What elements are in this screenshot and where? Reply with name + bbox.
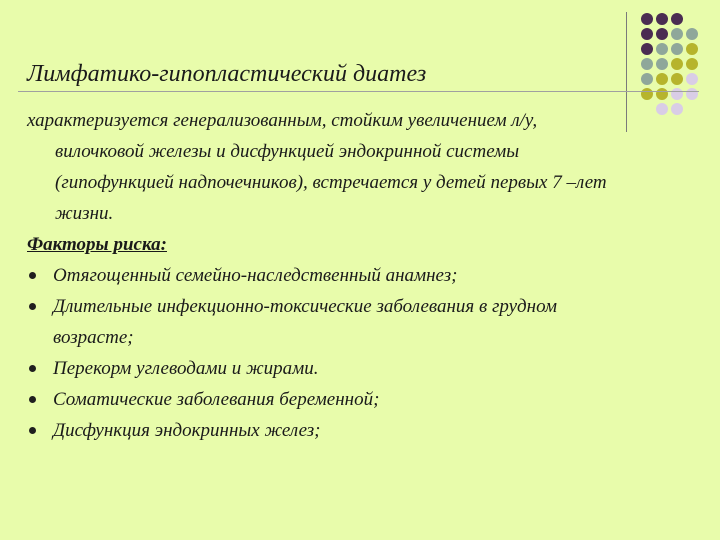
list-item-text: Длительные инфекционно-токсические заболевания в грудном возрасте;	[53, 296, 557, 348]
risk-factors-list	[27, 260, 627, 446]
decor-dot	[641, 58, 653, 70]
slide-title: Лимфатико-гипопластический диатез	[27, 61, 427, 87]
decor-dot	[641, 73, 653, 85]
list-item	[27, 384, 627, 415]
risk-factors-heading: Факторы риска:	[27, 234, 167, 255]
horizontal-divider	[18, 91, 699, 92]
decor-dot	[641, 43, 653, 55]
bullet-icon	[29, 272, 36, 279]
decor-dot	[671, 13, 683, 25]
bullet-icon	[29, 365, 36, 372]
decor-dot	[656, 13, 668, 25]
list-item	[27, 291, 627, 353]
decor-dot	[656, 88, 668, 100]
decor-dot	[656, 43, 668, 55]
bullet-icon	[29, 396, 36, 403]
decor-dot	[671, 73, 683, 85]
decor-dot	[656, 73, 668, 85]
bullet-icon	[29, 303, 36, 310]
list-item	[27, 260, 627, 291]
decor-dot	[656, 28, 668, 40]
decor-dot	[671, 88, 683, 100]
bullet-icon	[29, 427, 36, 434]
decor-dot	[686, 58, 698, 70]
slide-body	[27, 105, 627, 446]
decor-dot	[656, 58, 668, 70]
intro-paragraph: характеризуется генерализованным, стойким увеличением л/у, вилочковой железы и дисфункцией эндокринной системы (гипофункцией надпочечников), встречается у детей первых 7 –лет жизни.	[27, 110, 607, 224]
list-item	[27, 415, 627, 446]
decor-dot	[671, 28, 683, 40]
decor-dot	[671, 43, 683, 55]
decor-dot	[656, 103, 668, 115]
decor-dot	[671, 103, 683, 115]
decor-dot	[641, 13, 653, 25]
list-item	[27, 353, 627, 384]
list-item-text: Отягощенный семейно-наследственный анамнез;	[53, 265, 458, 286]
decor-dot	[686, 43, 698, 55]
list-item-text: Перекорм углеводами и жирами.	[53, 358, 319, 379]
decor-dot	[641, 88, 653, 100]
decor-dot	[686, 73, 698, 85]
decor-dot	[671, 58, 683, 70]
decor-dot	[686, 88, 698, 100]
list-item-text: Дисфункция эндокринных желез;	[53, 420, 321, 441]
list-item-text: Соматические заболевания беременной;	[53, 389, 380, 410]
decor-dot	[686, 28, 698, 40]
decor-dot	[641, 28, 653, 40]
